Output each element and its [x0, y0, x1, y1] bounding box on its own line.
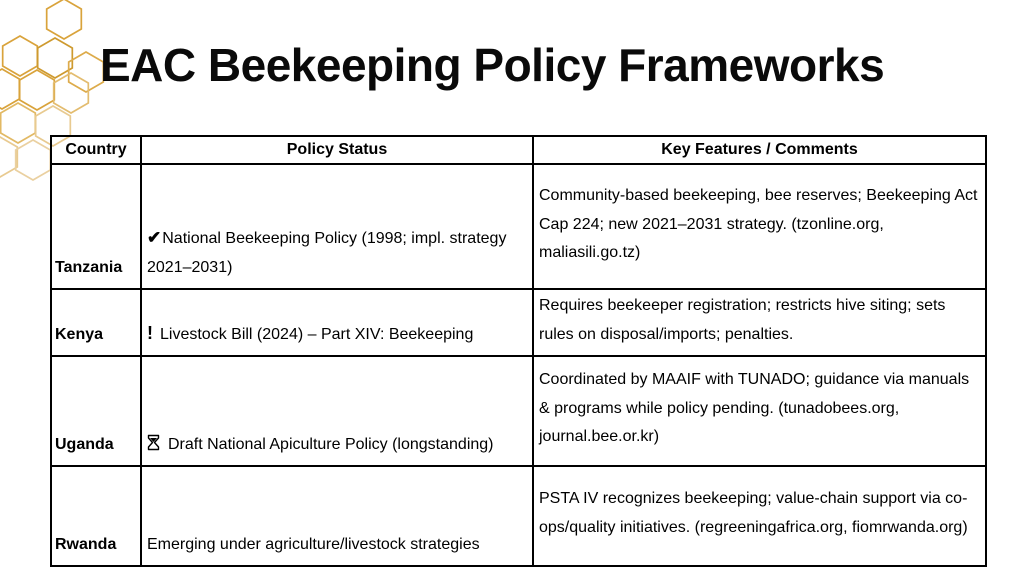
policy-status-cell: [141, 164, 533, 289]
header-country: Country: [51, 136, 141, 164]
policy-status-text: Emerging under agriculture/livestock strategies: [147, 535, 480, 553]
country-cell: Rwanda: [51, 466, 141, 566]
key-features-cell: PSTA IV recognizes beekeeping; value-chain support via co-ops/quality initiatives. (regreeningafrica.org, fiomrwanda.org): [533, 466, 986, 566]
table-row-rwanda: [51, 466, 986, 566]
table-row-tanzania: [51, 164, 986, 289]
policy-status-text: Livestock Bill (2024) – Part XIV: Beekeeping: [160, 325, 474, 343]
key-features-cell: Community-based beekeeping, bee reserves; Beekeeping Act Cap 224; new 2021–2031 strategy. (tzonline.org, maliasili.go.tz): [533, 164, 986, 289]
policy-table: [50, 135, 987, 567]
country-cell: Tanzania: [51, 164, 141, 289]
hourglass-icon: [147, 434, 160, 451]
policy-status-cell: [141, 289, 533, 356]
check-icon: ✔: [147, 228, 162, 248]
header-key-features: Key Features / Comments: [533, 136, 986, 164]
policy-status-cell: [141, 466, 533, 566]
key-features-cell: Coordinated by MAAIF with TUNADO; guidance via manuals & programs while policy pending. (tunadobees.org, journal.bee.or.kr): [533, 356, 986, 466]
table-header-row: [51, 136, 986, 164]
table-row-uganda: [51, 356, 986, 466]
key-features-cell: Requires beekeeper registration; restricts hive siting; sets rules on disposal/imports; penalties.: [533, 289, 986, 356]
country-cell: Kenya: [51, 289, 141, 356]
policy-status-text: Draft National Apiculture Policy (longstanding): [168, 435, 494, 453]
policy-status-cell: [141, 356, 533, 466]
country-cell: Uganda: [51, 356, 141, 466]
policy-status-text: National Beekeeping Policy (1998; impl. strategy 2021–2031): [147, 230, 507, 277]
header-policy-status: Policy Status: [141, 136, 533, 164]
page-title: EAC Beekeeping Policy Frameworks: [100, 39, 885, 91]
exclamation-icon: !: [147, 322, 153, 343]
table-row-kenya: [51, 289, 986, 356]
